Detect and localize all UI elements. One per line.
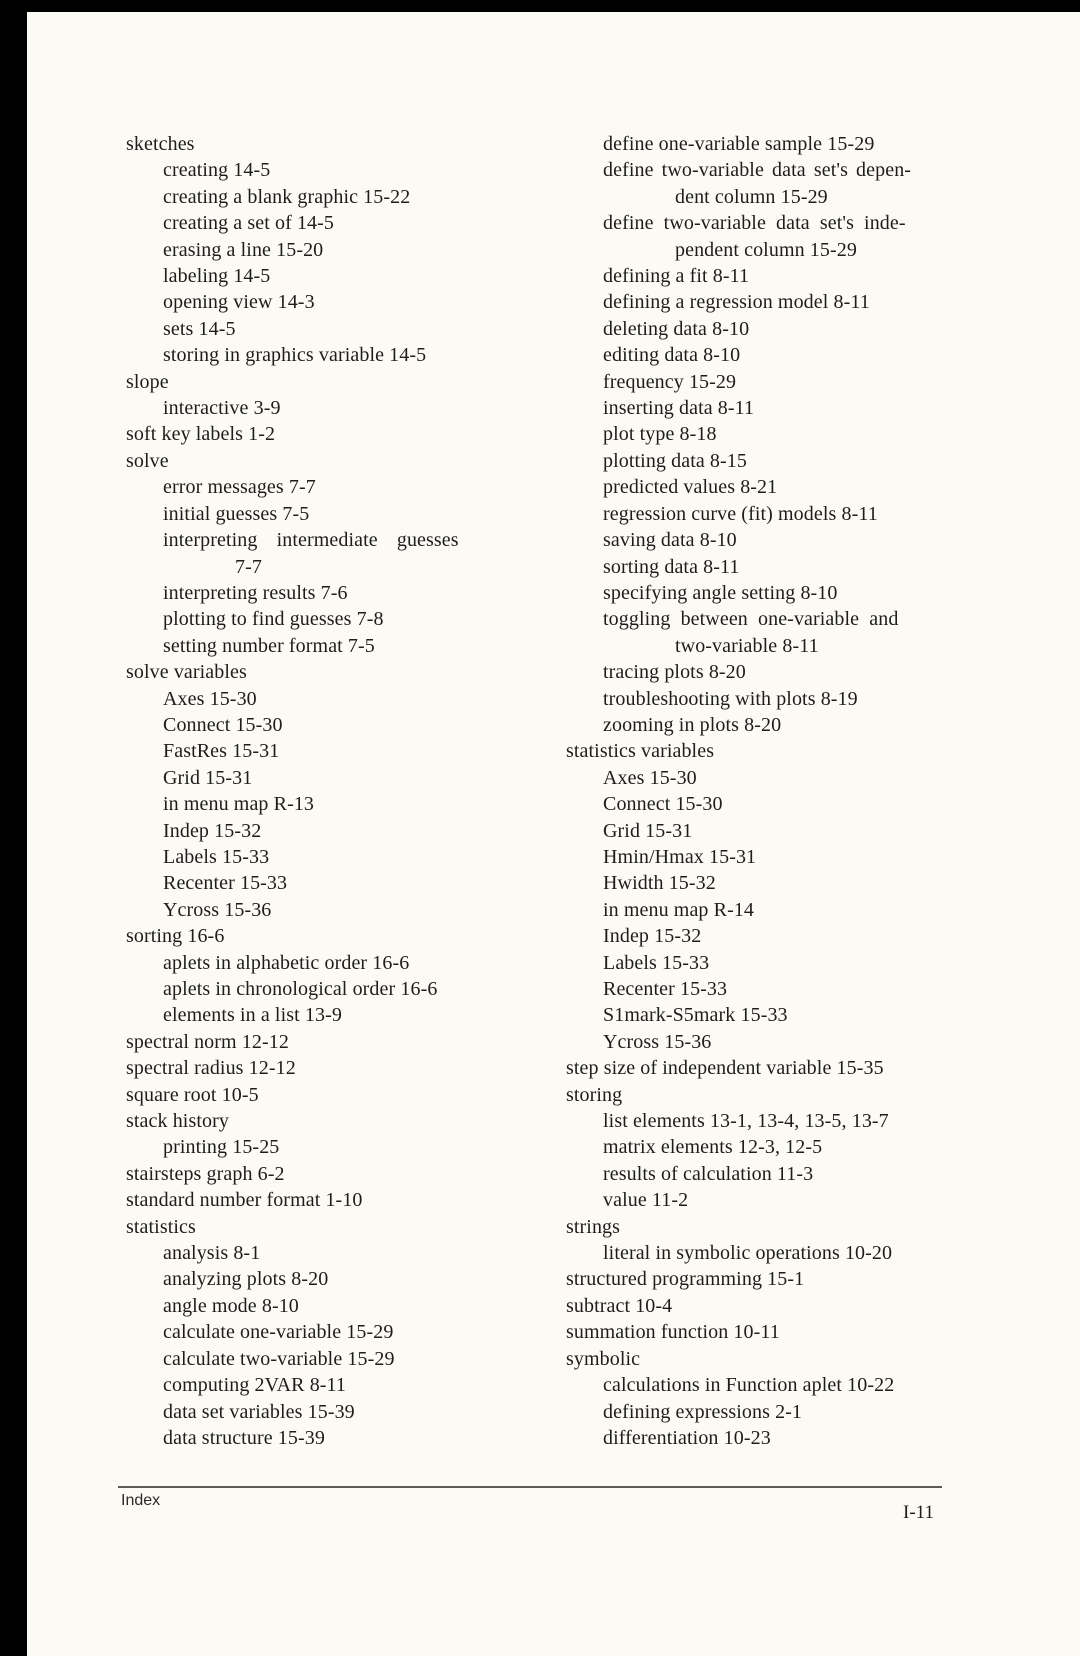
index-entry: toggling between one-variable and: [603, 608, 899, 631]
index-entry: creating 14-5: [163, 159, 271, 182]
index-entry: calculate two-variable 15-29: [163, 1347, 395, 1370]
footer-page-number: I-11: [903, 1502, 934, 1523]
index-entry: solve: [126, 449, 169, 472]
index-entry: data structure 15-39: [163, 1426, 325, 1449]
index-entry: troubleshooting with plots 8-19: [603, 687, 858, 710]
index-entry: frequency 15-29: [603, 370, 737, 393]
index-entry: 7-7: [235, 555, 262, 578]
index-entry: data set variables 15-39: [163, 1400, 355, 1423]
index-entry: Axes 15-30: [603, 766, 697, 789]
index-entry: setting number format 7-5: [163, 634, 375, 657]
index-entry: statistics: [126, 1215, 196, 1238]
index-entry: deleting data 8-10: [603, 317, 750, 340]
index-column-left: [126, 131, 546, 1451]
index-entry: Indep 15-32: [163, 819, 262, 842]
index-entry: Ycross 15-36: [163, 898, 272, 921]
index-entry: tracing plots 8-20: [603, 661, 746, 684]
footer-section-label: Index: [121, 1492, 161, 1509]
index-entry: defining a fit 8-11: [603, 265, 750, 288]
index-entry: defining expressions 2-1: [603, 1400, 803, 1423]
index-entry: solve variables: [126, 661, 247, 684]
index-entry: creating a blank graphic 15-22: [163, 185, 411, 208]
index-entry: storing in graphics variable 14-5: [163, 344, 427, 367]
index-entry: dent column 15-29: [675, 185, 828, 208]
index-entry: statistics variables: [566, 740, 715, 763]
index-entry: sketches: [126, 133, 195, 155]
index-entry: structured programming 15-1: [566, 1268, 805, 1291]
index-entry: strings: [566, 1215, 621, 1238]
index-entry: plotting data 8-15: [603, 449, 747, 472]
index-entry: subtract 10-4: [566, 1294, 673, 1317]
index-entry: aplets in alphabetic order 16-6: [163, 951, 410, 974]
index-entry: analysis 8-1: [163, 1242, 261, 1265]
footer-rule: [118, 1486, 942, 1488]
index-entry: Axes 15-30: [163, 687, 257, 710]
index-entry: define two-variable data set's inde-: [603, 212, 906, 235]
index-entry: define one-variable sample 15-29: [603, 133, 875, 155]
index-entry: standard number format 1-10: [126, 1189, 363, 1212]
index-entry: stack history: [126, 1110, 229, 1133]
index-entry: FastRes 15-31: [163, 740, 280, 763]
scan-edge-top: [0, 0, 1080, 12]
index-entry: Ycross 15-36: [603, 1030, 712, 1053]
index-entry: spectral radius 12-12: [126, 1057, 296, 1080]
index-entry: sets 14-5: [163, 317, 236, 340]
index-entry: opening view 14-3: [163, 291, 315, 314]
index-entry: interpreting results 7-6: [163, 581, 348, 604]
index-entry: saving data 8-10: [603, 529, 737, 552]
scan-edge-left: [0, 0, 27, 1656]
index-entry: initial guesses 7-5: [163, 502, 310, 525]
index-entry: results of calculation 11-3: [603, 1162, 814, 1185]
index-entry: regression curve (fit) models 8-11: [603, 502, 878, 525]
index-entry: pendent column 15-29: [675, 238, 857, 261]
index-entry: S1mark-S5mark 15-33: [603, 1004, 788, 1027]
index-entry: two-variable 8-11: [675, 634, 819, 657]
index-entry: Connect 15-30: [163, 713, 283, 736]
index-entry: stairsteps graph 6-2: [126, 1162, 285, 1185]
index-entry: differentiation 10-23: [603, 1426, 771, 1449]
index-entry: Indep 15-32: [603, 925, 702, 948]
index-entry: storing: [566, 1083, 623, 1106]
index-entry: define two-variable data set's depen-: [603, 159, 912, 182]
index-entry: plotting to find guesses 7-8: [163, 608, 384, 631]
index-entry: Recenter 15-33: [163, 872, 288, 895]
index-entry: step size of independent variable 15-35: [566, 1057, 884, 1080]
index-entry: printing 15-25: [163, 1136, 280, 1159]
index-entry: elements in a list 13-9: [163, 1004, 342, 1027]
index-entry: Hwidth 15-32: [603, 872, 716, 895]
index-entry: analyzing plots 8-20: [163, 1268, 329, 1291]
index-entry: sorting data 8-11: [603, 555, 740, 578]
index-entry: value 11-2: [603, 1189, 689, 1212]
index-entry: plot type 8-18: [603, 423, 717, 446]
index-entry: erasing a line 15-20: [163, 238, 324, 261]
index-entry: symbolic: [566, 1347, 641, 1370]
index-entry: soft key labels 1-2: [126, 423, 276, 446]
index-entry: Hmin/Hmax 15-31: [603, 845, 757, 868]
index-entry: computing 2VAR 8-11: [163, 1374, 347, 1397]
index-entry: calculations in Function aplet 10-22: [603, 1374, 895, 1397]
index-entry: creating a set of 14-5: [163, 212, 335, 235]
index-entry: angle mode 8-10: [163, 1294, 299, 1317]
index-entry: error messages 7-7: [163, 476, 316, 499]
index-entry: labeling 14-5: [163, 265, 271, 288]
index-entry: in menu map R-13: [163, 793, 315, 816]
index-entry: summation function 10-11: [566, 1321, 780, 1344]
index-entry: Labels 15-33: [163, 845, 270, 868]
index-entry: slope: [126, 370, 169, 393]
index-entry: in menu map R-14: [603, 898, 755, 921]
index-entry: list elements 13-1, 13-4, 13-5, 13-7: [603, 1110, 889, 1133]
index-entry: interactive 3-9: [163, 397, 281, 420]
index-entry: sorting 16-6: [126, 925, 225, 948]
index-entry: square root 10-5: [126, 1083, 259, 1106]
index-entry: predicted values 8-21: [603, 476, 778, 499]
index-entry: spectral norm 12-12: [126, 1030, 289, 1053]
index-entry: editing data 8-10: [603, 344, 741, 367]
index-entry: Recenter 15-33: [603, 978, 728, 1000]
index-entry: defining a regression model 8-11: [603, 291, 870, 314]
index-entry: inserting data 8-11: [603, 397, 755, 420]
index-entry: aplets in chronological order 16-6: [163, 978, 438, 1000]
index-entry: zooming in plots 8-20: [603, 713, 782, 736]
index-entry: Grid 15-31: [603, 819, 693, 842]
index-entry: interpreting intermediate guesses: [163, 529, 459, 552]
index-entry: specifying angle setting 8-10: [603, 581, 838, 604]
index-entry: Connect 15-30: [603, 793, 723, 816]
index-column-right: [566, 131, 996, 1451]
index-entry: Grid 15-31: [163, 766, 253, 789]
index-entry: Labels 15-33: [603, 951, 710, 974]
index-entry: calculate one-variable 15-29: [163, 1321, 394, 1344]
index-entry: matrix elements 12-3, 12-5: [603, 1136, 823, 1159]
index-entry: literal in symbolic operations 10-20: [603, 1242, 893, 1265]
